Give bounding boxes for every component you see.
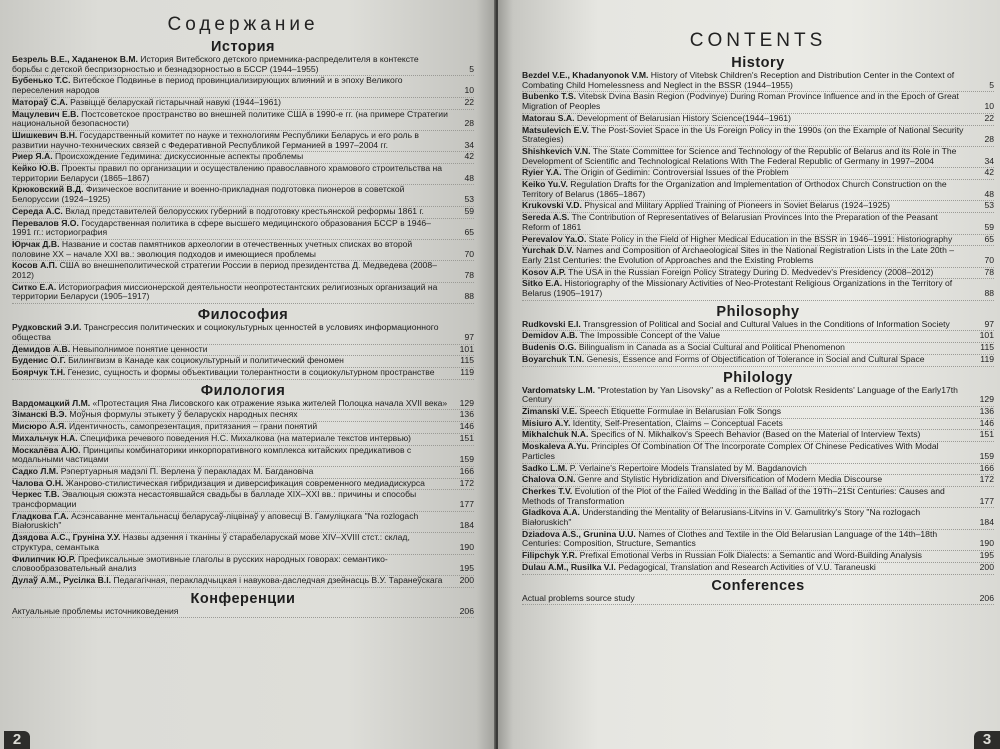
entry-title: «Протестация Яна Лисовского как отражение языка жителей Полоцка начала XVII века» [90, 397, 448, 408]
entry-page-number: 159 [979, 450, 994, 461]
entry-title: Витебское Подвинье в период провинциализирующих влияний и в эпоху Великого переселения народов [12, 75, 403, 96]
entry-author: Михальчук Н.А. [12, 432, 78, 443]
entry-author: Безрель В.Е., Хаданенок В.М. [12, 54, 138, 64]
entry-author: Yurchak D.V. [522, 245, 574, 256]
section-title: История [211, 39, 275, 55]
entry-page-number: 53 [984, 200, 994, 211]
entry-page-number: 190 [459, 541, 474, 552]
toc-entry [12, 283, 474, 304]
entry-title: Историография миссионерской деятельности неопротестантских религиозных организаций на территории Беларуси (1905–1917) [12, 281, 438, 302]
page-number: 3 [974, 731, 1000, 749]
entry-page-number: 177 [459, 499, 474, 510]
entry-page-number: 115 [980, 342, 994, 353]
entry-title: Моўныя формулы этыкету ў беларускіх народных песнях [66, 409, 298, 420]
entry-page-number: 42 [464, 151, 474, 162]
entry-author: Мисюро А.Я. [12, 421, 67, 432]
entry-author: Sadko L.M. [522, 462, 568, 473]
entry-title: Identity, Self-Presentation, Claims – Conceptual Facets [570, 417, 783, 428]
toc-entry [522, 530, 994, 551]
toc-entry [522, 508, 994, 529]
entry-title: Педагагічная, перакладчыцкая і навукова-даследчая дзейнасць В.У. Таранеўскага [110, 574, 443, 585]
entry-author: Рудковский Э.И. [12, 322, 82, 333]
toc-entry [522, 355, 994, 367]
right-page [498, 0, 1000, 749]
entry-title: Transgression of Political and Social and Cultural Values in the Conditions of Information Society [580, 318, 950, 329]
entry-author: Вардомацкий Л.М. [12, 397, 91, 408]
entry-author: Мацулевич Е.В. [12, 108, 79, 119]
entry-page-number: 136 [979, 405, 994, 416]
entry-page-number: 200 [979, 561, 994, 572]
entry-title: Vitebsk Dvina Basin Region (Podvinye) During Roman Province Influence and in the Epoch of Great Migration of Peoples [522, 91, 959, 112]
section-title: Философия [197, 307, 289, 324]
entry-page-number: 136 [459, 409, 474, 420]
entry-page-number: 5 [469, 63, 474, 74]
toc-entry [522, 180, 994, 201]
entry-author: Mikhalchuk N.A. [522, 429, 589, 440]
entry-title: Historiography of the Missionary Activities of Neo-Protestant Religious Organizations in the Territory of Belarus (1905–1917) [522, 278, 953, 299]
entry-page-number: 151 [979, 429, 994, 440]
entry-author: Krukovski V.D. [522, 200, 582, 211]
entry-author: Dziadova A.S., Grunina U.U. [522, 528, 636, 539]
toc-entry [12, 607, 474, 619]
entry-author: Bezdel V.E., Khadanyonok V.M. [522, 70, 649, 80]
section-title: History [731, 55, 785, 71]
entry-page-number: 88 [984, 288, 994, 299]
entry-author: Kosov A.P. [522, 266, 566, 277]
entry-author: Дулаў А.М., Русілка В.І. [12, 574, 111, 585]
toc-entry [12, 555, 474, 576]
entry-author: Середа А.С. [12, 205, 63, 216]
entry-title: Эвалюцыя сюжэта несастоявшайся свадьбы в балладе XIX–XXI вв.: причины и способы трансформации [12, 489, 417, 510]
entry-page-number: 177 [979, 495, 994, 506]
entry-author: Boyarchuk T.N. [522, 353, 585, 364]
toc-entry [12, 261, 474, 282]
left-page [0, 0, 496, 749]
entry-title: The Post-Soviet Space in the Us Foreign Policy in the 1990s (on the Example of National Security Strategies) [522, 124, 964, 145]
toc-entry [12, 368, 474, 380]
right-sections [522, 55, 994, 605]
entry-title: Evolution of the Plot of the Failed Wedding in the Ballad of the 19Th–21St Centuries: Causes and Methods of Transformation [522, 485, 945, 506]
entry-author: Vardomatsky L.M. [522, 384, 596, 395]
entry-author: Chalova O.N. [522, 474, 576, 485]
entry-page-number: 22 [984, 112, 994, 123]
entry-author: Садко Л.М. [12, 465, 59, 476]
entry-page-number: 10 [464, 85, 474, 96]
entry-author: Cherkes T.V. [522, 485, 573, 496]
entry-author: Budenis O.G. [522, 342, 577, 353]
entry-title: Principles Of Combination Of The Incorporate Complex Of Chinese Pedicatives With Modal Particles [522, 441, 939, 461]
entry-page-number: 206 [979, 592, 994, 603]
entry-title: Назвы адзення і тканіны ў старабеларускай мове XIV–XVIII стст.: склад, структура, семантыка [12, 532, 410, 552]
entry-title: Актуальные проблемы источниковедения [12, 605, 179, 616]
toc-entry [522, 92, 994, 113]
entry-title: Names and Composition of Archaeological Sites in the National Registration Lists in the Late 20th – Early 21st Centuries: the Evolution of Approaches and the Existing Problems [522, 245, 955, 265]
entry-author: Demidov A.B. [522, 330, 578, 341]
entry-author: Зіманскі В.Э. [12, 409, 67, 420]
entry-page-number: 88 [464, 291, 474, 302]
entry-author: Дзядова А.С., Груніна У.У. [12, 532, 121, 543]
toc-entry [522, 442, 994, 463]
toc-entry [522, 279, 994, 300]
entry-author: Маторaў С.А. [12, 96, 68, 107]
entry-page-number: 190 [979, 538, 994, 549]
entry-author: Косов А.П. [12, 260, 58, 271]
entry-page-number: 5 [989, 79, 994, 90]
entry-page-number: 78 [464, 270, 474, 281]
entry-title: Вклад представителей белорусских губерний в подготовку крестьянской реформы 1861 г. [62, 205, 424, 216]
entry-title: P. Verlaine's Repertoire Models Translated by M. Bagdanovich [567, 462, 807, 473]
entry-title: Physical and Military Applied Training of Pioneers in Soviet Belarus (1924–1925) [581, 200, 890, 211]
entry-page-number: 151 [459, 432, 474, 443]
entry-author: Гладкова Г.А. [12, 510, 69, 521]
entry-title: США во внешнеполитической стратегии России в период президентства Д. Медведева (2008–2012) [12, 260, 437, 281]
entry-title: Префиксальные эмотивные глаголы в русских народных говорах: семантико-словообразовательный анализ [12, 553, 388, 574]
entry-title: Физическое воспитание и военно-прикладная подготовка пионеров в советской Белоруссии (1924–1925) [12, 184, 405, 205]
entry-page-number: 65 [984, 233, 994, 244]
entry-title: Genesis, Essence and Forms of Objectification of Tolerance in Social and Cultural Space [584, 353, 925, 364]
entry-page-number: 184 [979, 517, 994, 528]
entry-page-number: 53 [464, 194, 474, 205]
entry-title: Specifics of N. Mikhalkov's Speech Behavior (Based on the Material of Interview Texts) [588, 429, 921, 440]
toc-entry [522, 386, 994, 407]
entry-page-number: 166 [979, 462, 994, 473]
entry-title: История Витебского детского приемника-распределителя в контексте борьбы с детской беспризорностью и безнадзорностью в БССР (1944–1955) [12, 54, 419, 74]
entry-title: History of Vitebsk Children's Reception and Distribution Center in the Context of Combating Child Homelessness and Neglect in the BSSR (1944–1955) [522, 70, 955, 90]
entry-page-number: 70 [464, 248, 474, 259]
entry-page-number: 10 [984, 101, 994, 112]
entry-author: Gladkova A.A. [522, 507, 580, 518]
left-sections [12, 39, 474, 618]
entry-author: Bubenko T.S. [522, 91, 576, 102]
entry-author: Shishkevich V.N. [522, 145, 591, 156]
entry-author: Шишкевич В.Н. [12, 129, 78, 140]
entry-title: Prefixal Emotional Verbs in Russian Folk Dialects: a Semantic and Word-Building Analysis [577, 550, 922, 561]
entry-author: Misiuro A.Y. [522, 417, 571, 428]
entry-title: Государственный комитет по науке и технологиям Республики Беларусь и его роль в развитии научно-технических связей с Федеративной Республикой Германией в 1997–2004 гг. [12, 129, 420, 150]
toc-entry [522, 71, 994, 92]
page-title: Содержание [167, 14, 319, 35]
entry-author: Moskaleva A.Yu. [522, 441, 590, 452]
entry-page-number: 172 [979, 474, 994, 485]
entry-page-number: 65 [464, 227, 474, 238]
entry-title: Трансгрессия политических и социокультурных ценностей в условиях информационного общества [12, 322, 439, 342]
entry-page-number: 34 [464, 139, 474, 150]
entry-author: Бубенько Т.С. [12, 75, 71, 86]
entry-title: The Contribution of Representatives of Belarusian Provinces Into the Preparation of the Peasant Reform of 1861 [522, 212, 938, 232]
entry-author: Перевалов Я.О. [12, 217, 79, 228]
entry-page-number: 119 [460, 366, 474, 377]
entry-author: Риер Я.А. [12, 151, 53, 162]
entry-page-number: 48 [464, 172, 474, 183]
toc-entry [522, 213, 994, 234]
entry-page-number: 28 [464, 118, 474, 129]
toc-entry [12, 240, 474, 261]
entry-author: Ситко Е.А. [12, 281, 57, 292]
entry-title: Билингвизм в Канаде как социокультурный и политический феномен [65, 355, 344, 366]
entry-author: Filipchyk Y.R. [522, 550, 578, 561]
entry-author: Rudkovski E.I. [522, 318, 581, 329]
entry-page-number: 42 [984, 167, 994, 178]
entry-title: Understanding the Mentality of Belarusians-Litvins in V. Gamulitrky's Story "Na rozlogach Białoruskich" [522, 507, 921, 528]
entry-title: Development of Belarusian History Science(1944–1961) [574, 112, 791, 123]
entry-title: The Impossible Concept of the Value [577, 330, 721, 341]
entry-page-number: 59 [464, 205, 474, 216]
entry-title: Название и состав памятников археологии в отечественных учетных списках во второй половине XX – начале XXI вв.: эволюция подходов и имеющиеся проблемы [12, 238, 413, 259]
entry-author: Чалова О.Н. [12, 477, 64, 488]
entry-page-number: 115 [460, 355, 474, 366]
entry-title: Рэпертуарныя мадэлі П. Верлена ў перакладах М. Багдановіча [58, 465, 314, 476]
toc-entry [522, 594, 994, 606]
entry-title: Bilingualism in Canada as a Social Cultural and Political Phenomenon [576, 342, 845, 353]
section-title: Филология [200, 382, 286, 399]
entry-title: The Origin of Gedimin: Controversial Issues of the Problem [561, 167, 789, 178]
entry-title: "Protestation by Yan Lisovsky" as a Reflection of Polotsk Residents' Language of the Early17th Century [522, 384, 958, 405]
toc-entry [12, 512, 474, 533]
entry-title: Speech Etiquette Formulae in Belarusian Folk Songs [577, 405, 782, 416]
section-title: Конференции [190, 590, 296, 607]
toc-entry [522, 563, 994, 575]
page-number: 2 [4, 731, 30, 749]
entry-author: Keiko Yu.V. [522, 179, 568, 190]
entry-page-number: 59 [984, 221, 994, 232]
entry-author: Dulau A.M., Rusilka V.I. [522, 561, 616, 572]
entry-page-number: 172 [459, 477, 474, 488]
entry-title: Специфика речевого поведения Н.С. Михалкова (на материале текстов интервью) [77, 432, 412, 443]
toc-entry [12, 533, 474, 554]
toc-entry [12, 323, 474, 344]
toc-entry [522, 126, 994, 147]
entry-title: Происхождение Гедимина: дискуссионные аспекты проблемы [52, 151, 304, 162]
entry-title: Проекты правил по организации и осуществлению православного храмового строительства на территории Беларуси (1865–1867) [12, 163, 443, 183]
entry-title: The State Committee for Science and Technology of the Republic of Belarus and its Role in The Development of Scientific and Technological Relations With The Federal Republic of Germany in 1997–2004 [522, 145, 957, 166]
entry-author: Демидов А.В. [12, 343, 71, 354]
entry-page-number: 146 [459, 421, 474, 432]
entry-title: Асэнсаванне ментальнасці беларусаў-ліцвінаў у аповесці В. Гамуліцкага "Na rozlogach Białoruskich" [12, 510, 419, 531]
entry-author: Юрчак Д.В. [12, 238, 60, 249]
entry-title: Невыполнимое понятие ценности [70, 343, 208, 354]
section-title: Philology [723, 369, 793, 386]
toc-entry [12, 55, 474, 76]
toc-entry [522, 246, 994, 267]
entry-page-number: 200 [459, 574, 474, 585]
toc-entry [12, 219, 474, 240]
entry-title: Постсоветское пространство во внешней политике США в 1990-е гг. (на примере Стратегии национальной безопасности) [12, 108, 448, 129]
toc-entry [12, 490, 474, 511]
entry-page-number: 166 [459, 465, 474, 476]
entry-author: Черкес Т.В. [12, 489, 60, 500]
entry-page-number: 195 [459, 563, 474, 574]
entry-title: Развіццё беларускай гістарычнай навукі (1944–1961) [67, 96, 282, 107]
entry-page-number: 48 [984, 188, 994, 199]
entry-title: Принципы комбинаторики инкорпоративного комплекса китайских предикативов с модальными частицами [12, 444, 412, 465]
entry-page-number: 184 [459, 520, 474, 531]
entry-page-number: 34 [984, 155, 994, 166]
page-title: CONTENTS [689, 30, 827, 51]
entry-page-number: 97 [464, 331, 474, 342]
entry-page-number: 119 [980, 353, 994, 364]
entry-title: The USA in the Russian Foreign Policy Strategy During D. Medvedev's Presidency (2008–2012) [565, 266, 934, 277]
entry-author: Бояpчук Т.Н. [12, 366, 66, 377]
entry-author: Кейко Ю.В. [12, 163, 59, 174]
toc-entry [12, 110, 474, 131]
entry-page-number: 129 [979, 394, 994, 405]
entry-page-number: 28 [984, 134, 994, 145]
entry-title: Names of Clothes and Textile in the Old Belarusian Language of the 14th–18th Centuries: Composition, Structure, Semantics [522, 528, 938, 549]
entry-title: Государственная политика в сфере высшего медицинского образования БССР в 1946–1991 гг.: историография [12, 217, 431, 238]
entry-page-number: 97 [984, 318, 994, 329]
section-title: Conferences [711, 577, 805, 594]
entry-author: Буденис О.Г. [12, 355, 66, 366]
entry-author: Ryier Y.A. [522, 167, 562, 178]
toc-entry [12, 164, 474, 185]
entry-author: Москалёва А.Ю. [12, 444, 81, 455]
entry-title: State Policy in the Field of Higher Medical Education in the BSSR in 1946–1991: Historiography [586, 233, 953, 244]
toc-entry [12, 446, 474, 467]
entry-page-number: 159 [459, 454, 474, 465]
section-title: Philosophy [716, 303, 800, 320]
entry-title: Actual problems source study [522, 592, 635, 603]
entry-author: Perevalov Ya.O. [522, 233, 587, 244]
entry-title: Pedagogical, Translation and Research Activities of V.U. Taraneuski [615, 561, 876, 572]
entry-page-number: 22 [464, 96, 474, 107]
toc-entry [12, 185, 474, 206]
entry-title: Идентичность, самопрезентация, притязания – грани понятий [66, 421, 318, 432]
entry-page-number: 101 [979, 330, 994, 341]
entry-title: Regulation Drafts for the Organization and Implementation of Orthodox Church Construction on the Territory of Belarus (1865–1867) [522, 179, 947, 199]
entry-author: Sereda A.S. [522, 212, 570, 223]
entry-author: Zimanski V.E. [522, 405, 578, 416]
entry-page-number: 129 [459, 397, 474, 408]
toc-entry [12, 576, 474, 588]
entry-title: Жанрово-стилистическая гибридизация и диверсификация современного медиадискурса [63, 477, 425, 488]
entry-page-number: 195 [979, 550, 994, 561]
entry-page-number: 146 [979, 417, 994, 428]
entry-author: Matorau S.A. [522, 112, 575, 123]
entry-title: Genre and Stylistic Hybridization and Diversification of Modern Media Discourse [575, 474, 883, 485]
entry-author: Matsulevich E.V. [522, 124, 590, 135]
toc-entry [522, 487, 994, 508]
entry-page-number: 78 [984, 266, 994, 277]
entry-page-number: 70 [984, 254, 994, 265]
entry-page-number: 101 [459, 343, 474, 354]
entry-author: Филипчик Ю.Р. [12, 553, 76, 564]
entry-page-number: 206 [459, 605, 474, 616]
toc-entry [522, 147, 994, 168]
entry-author: Sitko E.A. [522, 278, 563, 289]
toc-entry [12, 76, 474, 97]
entry-title: Генезис, сущность и формы объективации толерантности в социокультурном пространстве [65, 366, 435, 377]
entry-author: Крюковский В.Д. [12, 184, 84, 195]
toc-entry [12, 131, 474, 152]
